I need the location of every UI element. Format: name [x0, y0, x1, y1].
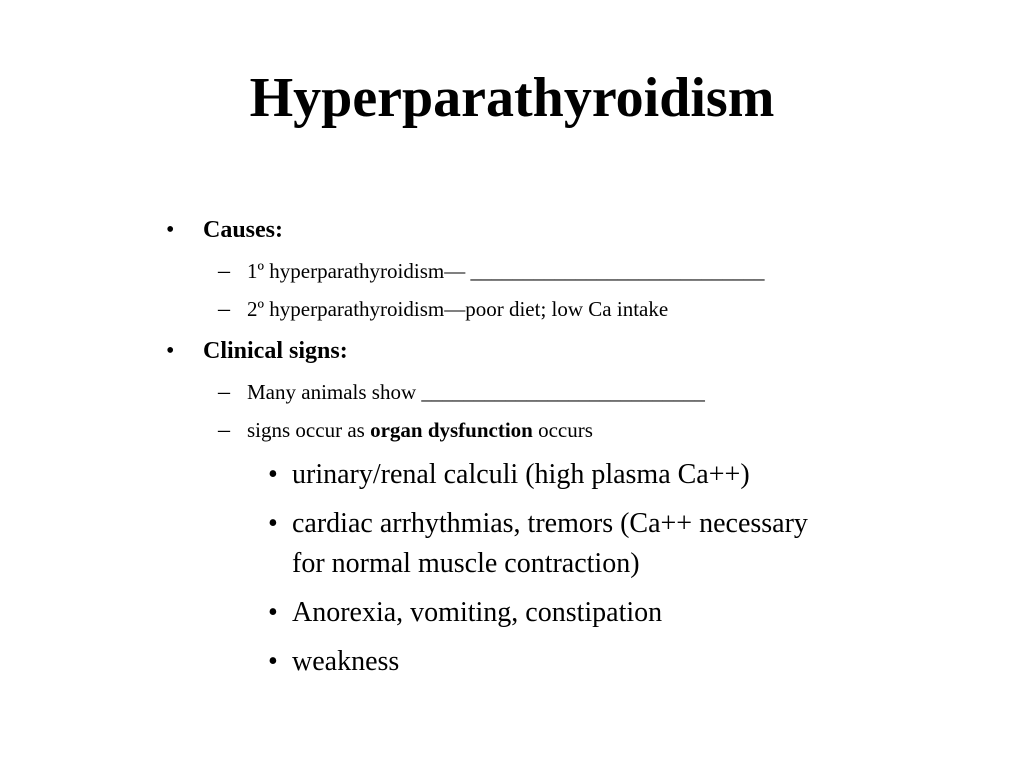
bullet-clinical-signs: • [166, 338, 175, 364]
sign-item-prefix: signs occur as [247, 418, 371, 442]
dash-cause-1: – [218, 258, 230, 284]
sign-item-suffix: occurs [532, 418, 593, 442]
sub-item-cardiac-line2: for normal muscle contraction) [292, 548, 640, 579]
cause-item-primary: 1º hyperparathyroidism— ____________________________ [247, 259, 765, 283]
bullet-sub-4: • [268, 646, 278, 677]
bullet-causes: • [166, 217, 175, 243]
sub-item-weakness: weakness [292, 646, 400, 677]
sub-item-anorexia: Anorexia, vomiting, constipation [292, 597, 663, 628]
cause-item-secondary: 2º hyperparathyroidism—poor diet; low Ca intake [247, 297, 669, 321]
bullet-sub-2: • [268, 508, 278, 539]
sign-item-bold: organ dysfunction [370, 418, 533, 442]
bullet-sub-3: • [268, 597, 278, 628]
slide-title: Hyperparathyroidism [249, 67, 775, 129]
bullet-sub-1: • [268, 459, 278, 490]
dash-sign-1: – [218, 379, 230, 405]
sign-item-many-animals: Many animals show ___________________________ [247, 380, 705, 404]
sub-item-renal-calculi: urinary/renal calculi (high plasma Ca++) [292, 459, 750, 490]
causes-heading: Causes: [203, 217, 284, 243]
sign-item-organ-dysfunction [247, 416, 593, 444]
clinical-signs-heading: Clinical signs: [203, 338, 348, 364]
dash-sign-2: – [218, 417, 230, 443]
dash-cause-2: – [218, 296, 230, 322]
sub-item-cardiac-line1: cardiac arrhythmias, tremors (Ca++ necessary [292, 508, 808, 539]
